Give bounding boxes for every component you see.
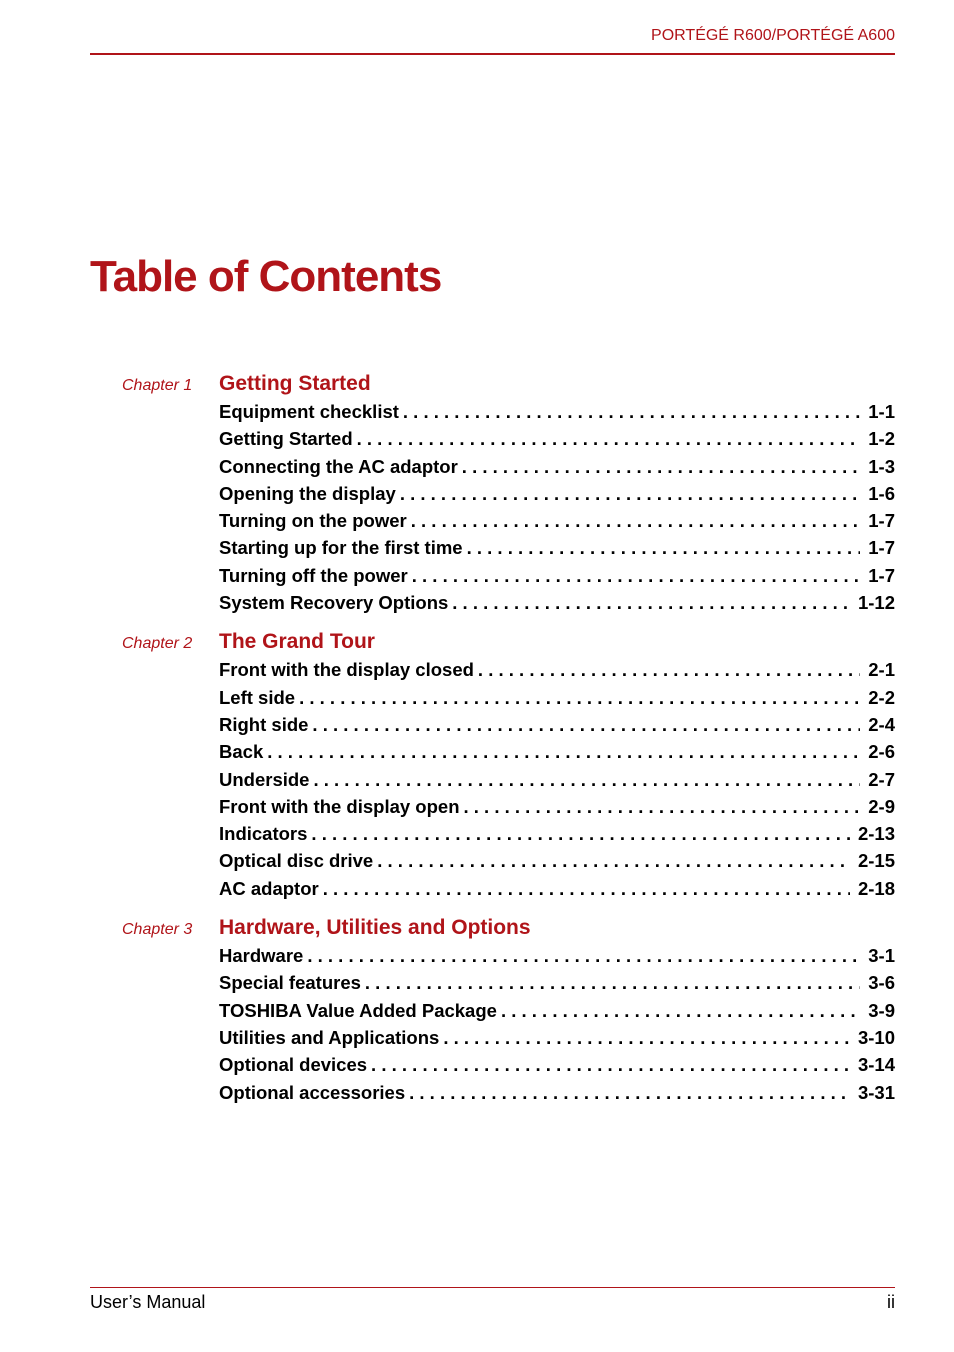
toc-entry[interactable] bbox=[219, 684, 895, 711]
dot-leader bbox=[267, 738, 860, 765]
footer-rule bbox=[90, 1287, 895, 1288]
toc-entry-page: 1-6 bbox=[868, 482, 895, 504]
toc-entry[interactable] bbox=[219, 589, 895, 616]
chapter-title[interactable]: Getting Started bbox=[219, 372, 371, 395]
toc-entry-page: 3-6 bbox=[868, 972, 895, 994]
dot-leader bbox=[312, 711, 860, 738]
toc-entry-text: System Recovery Options bbox=[219, 592, 449, 614]
toc-entry-text: AC adaptor bbox=[219, 877, 319, 899]
toc-entry[interactable] bbox=[219, 1024, 895, 1051]
toc-entry-page: 3-1 bbox=[868, 945, 895, 967]
footer-page-number: ii bbox=[887, 1292, 895, 1312]
chapter-label: Chapter 2 bbox=[122, 635, 193, 653]
toc-entry-page: 1-7 bbox=[868, 564, 895, 586]
toc-entry[interactable] bbox=[219, 480, 895, 507]
toc-entry-page: 3-14 bbox=[857, 1054, 895, 1076]
toc-entry-text: Turning on the power bbox=[219, 510, 407, 532]
chapter-title[interactable]: Hardware, Utilities and Options bbox=[219, 916, 531, 940]
dot-leader bbox=[462, 453, 860, 480]
dot-leader bbox=[412, 562, 861, 589]
toc-entry[interactable] bbox=[219, 738, 895, 765]
toc-entry-text: Optical disc drive bbox=[219, 850, 374, 872]
toc-entry-text: Connecting the AC adaptor bbox=[219, 455, 458, 477]
dot-leader bbox=[400, 480, 860, 507]
toc-entry-page: 2-1 bbox=[868, 659, 895, 681]
dot-leader bbox=[478, 656, 860, 683]
toc-entry-text: Front with the display closed bbox=[219, 659, 474, 681]
toc-entry-text: Right side bbox=[219, 713, 309, 735]
toc-entry-text: Getting Started bbox=[219, 428, 353, 450]
dot-leader bbox=[403, 398, 860, 425]
toc-entry-text: Front with the display open bbox=[219, 795, 460, 817]
toc-entry[interactable] bbox=[219, 398, 895, 425]
toc-entry-page: 2-4 bbox=[868, 713, 895, 735]
dot-leader bbox=[467, 534, 861, 561]
toc-entry[interactable] bbox=[219, 534, 895, 561]
toc-entry-page: 2-7 bbox=[868, 768, 895, 790]
toc-entry[interactable] bbox=[219, 453, 895, 480]
toc-entry[interactable] bbox=[219, 766, 895, 793]
toc-entry-page: 2-9 bbox=[868, 795, 895, 817]
chapter-title[interactable]: The Grand Tour bbox=[219, 630, 375, 654]
toc-entry-page: 1-3 bbox=[868, 455, 895, 477]
toc-entry-text: Optional accessories bbox=[219, 1081, 406, 1103]
chapter-3 bbox=[0, 914, 954, 1106]
toc-entry[interactable] bbox=[219, 425, 895, 452]
page-title: Table of Contents bbox=[90, 252, 442, 301]
header-rule bbox=[90, 53, 895, 55]
toc-entry-text: Hardware bbox=[219, 945, 304, 967]
chapter-label: Chapter 1 bbox=[122, 377, 193, 394]
toc-entry[interactable] bbox=[219, 562, 895, 589]
chapter-1 bbox=[0, 370, 954, 616]
toc-entry-page: 2-6 bbox=[868, 741, 895, 763]
toc-entry-text: Utilities and Applications bbox=[219, 1026, 440, 1048]
toc-entry-page: 1-12 bbox=[857, 592, 895, 614]
dot-leader bbox=[313, 766, 860, 793]
chapter-label: Chapter 3 bbox=[122, 921, 193, 939]
toc-entry-text: Optional devices bbox=[219, 1054, 368, 1076]
toc-entry[interactable] bbox=[219, 942, 895, 969]
toc-entry[interactable] bbox=[219, 711, 895, 738]
dot-leader bbox=[452, 589, 850, 616]
toc-entry-text: Underside bbox=[219, 768, 310, 790]
toc-entry[interactable] bbox=[219, 793, 895, 820]
dot-leader bbox=[409, 1079, 850, 1106]
toc-entry-page: 1-7 bbox=[868, 510, 895, 532]
dot-leader bbox=[371, 1051, 850, 1078]
toc-entry-text: Indicators bbox=[219, 823, 308, 845]
toc-entry-page: 2-2 bbox=[868, 686, 895, 708]
chapter-2 bbox=[0, 628, 954, 902]
toc-entry-text: Special features bbox=[219, 972, 361, 994]
toc-entry-text: Back bbox=[219, 741, 264, 763]
running-header: PORTÉGÉ R600/PORTÉGÉ A600 bbox=[651, 27, 895, 44]
toc-entry-page: 2-18 bbox=[857, 877, 895, 899]
toc-entry[interactable] bbox=[219, 656, 895, 683]
toc-entry-text: Opening the display bbox=[219, 482, 396, 504]
toc-entry-text: TOSHIBA Value Added Package bbox=[219, 999, 497, 1021]
dot-leader bbox=[411, 507, 861, 534]
toc-entry-text: Equipment checklist bbox=[219, 401, 399, 422]
toc-entry-page: 2-13 bbox=[857, 823, 895, 845]
table-of-contents bbox=[0, 370, 954, 1118]
toc-entry-page: 3-31 bbox=[857, 1081, 895, 1103]
dot-leader bbox=[365, 969, 860, 996]
toc-entry-text: Starting up for the first time bbox=[219, 537, 463, 559]
dot-leader bbox=[501, 997, 860, 1024]
dot-leader bbox=[377, 847, 850, 874]
toc-entry-page: 3-10 bbox=[857, 1026, 895, 1048]
toc-entry[interactable] bbox=[219, 875, 895, 902]
toc-entry-text: Left side bbox=[219, 686, 296, 708]
footer-manual-title: User’s Manual bbox=[90, 1292, 206, 1312]
toc-entry-page: 2-15 bbox=[857, 850, 895, 872]
dot-leader bbox=[357, 425, 861, 452]
toc-entry[interactable] bbox=[219, 997, 895, 1024]
dot-leader bbox=[299, 684, 860, 711]
toc-entry[interactable] bbox=[219, 969, 895, 996]
toc-entry-page: 3-9 bbox=[868, 999, 895, 1021]
dot-leader bbox=[443, 1024, 850, 1051]
toc-entry[interactable] bbox=[219, 507, 895, 534]
dot-leader bbox=[323, 875, 850, 902]
toc-entry[interactable] bbox=[219, 820, 895, 847]
dot-leader bbox=[464, 793, 861, 820]
toc-entry-text: Turning off the power bbox=[219, 564, 408, 586]
dot-leader bbox=[311, 820, 850, 847]
toc-entry[interactable] bbox=[219, 1051, 895, 1078]
toc-entry[interactable] bbox=[219, 1079, 895, 1106]
toc-entry-page: 1-1 bbox=[868, 401, 895, 422]
toc-entry-page: 1-7 bbox=[868, 537, 895, 559]
dot-leader bbox=[307, 942, 860, 969]
toc-entry[interactable] bbox=[219, 847, 895, 874]
toc-entry-page: 1-2 bbox=[868, 428, 895, 450]
